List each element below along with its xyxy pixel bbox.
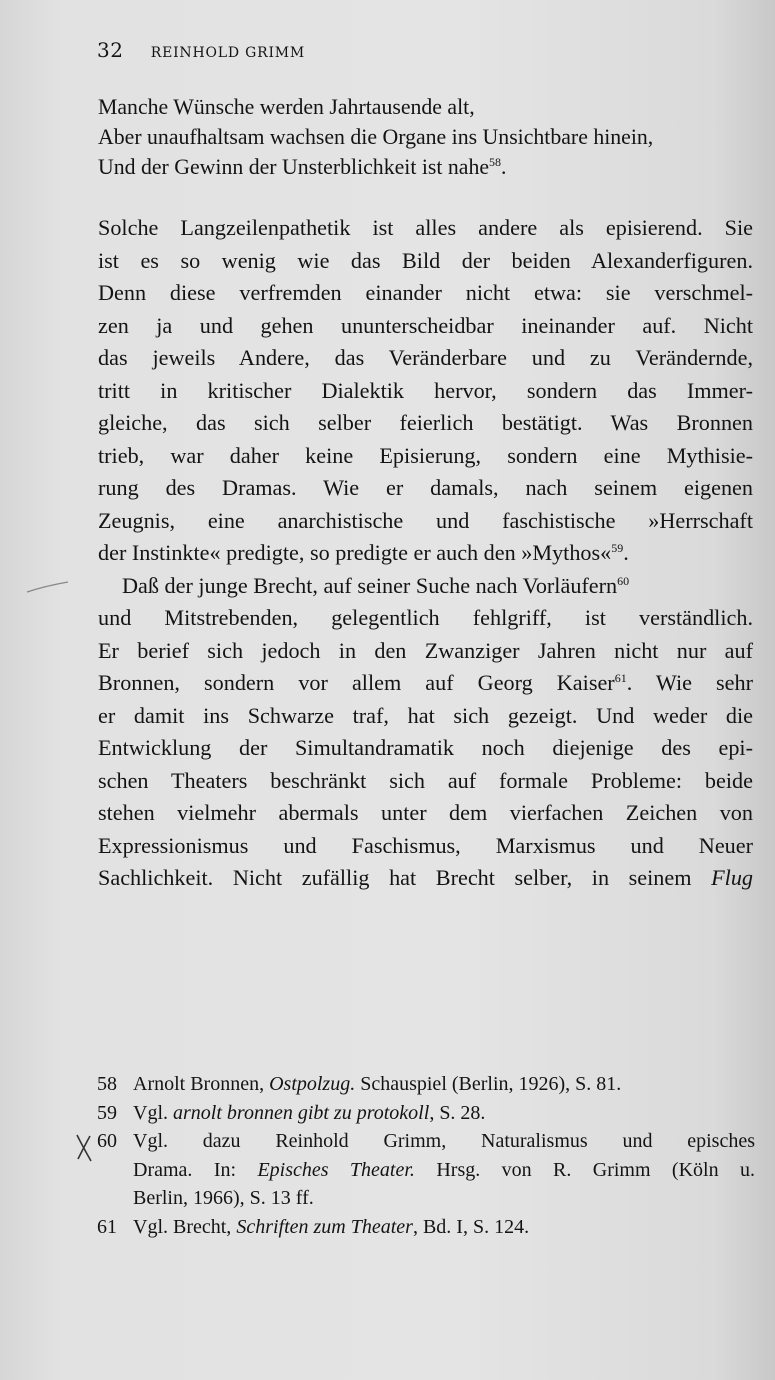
verse-line: Aber unaufhaltsam wachsen die Organe ins Unsichtbare hinein, <box>98 125 654 149</box>
text-line <box>98 667 753 700</box>
text-line: gleiche, das sich selber feierlich bestätigt. Was Bronnen <box>98 410 753 435</box>
footnote-number: 61 <box>97 1215 117 1238</box>
verse-line-text: Und der Gewinn der Unsterblichkeit ist nahe <box>98 155 490 179</box>
footnotes <box>97 1070 755 1241</box>
footnote-ref: 61 <box>614 671 627 685</box>
text-line: rung des Dramas. Wie er damals, nach seinem eigenen <box>98 475 753 500</box>
handwritten-x-mark <box>74 1133 94 1163</box>
verse-quotation <box>98 92 758 182</box>
text-line: Entwicklung der Simultandramatik noch diejenige des epi- <box>98 735 753 760</box>
text-line-content: der Instinkte« predigte, so predigte er auch den »Mythos« <box>98 540 612 565</box>
footnote-text: Vgl. dazu Reinhold Grimm, Naturalismus und episches Drama. In: Episches Theater. Hrsg. von R. Grimm (Köln u. Berlin, 1966), S. 13 ff. <box>133 1130 755 1209</box>
body-text <box>98 212 753 895</box>
text-line <box>98 862 753 895</box>
footnote-58 <box>97 1070 755 1099</box>
footnote-ref: 59 <box>611 541 624 555</box>
text-line: ist es so wenig wie das Bild der beiden Alexanderfiguren. <box>98 247 753 273</box>
text-line: Expressionismus und Faschismus, Marxismus und Neuer <box>98 832 753 858</box>
verse-line: Und der Gewinn der Unsterblichkeit ist nahe$^{58}$. <box>98 155 507 179</box>
text-line: das jeweils Andere, das Veränderbare und zu Verändernde, <box>98 345 753 370</box>
footnote-number: 60 <box>97 1130 117 1152</box>
text-line: tritt in kritischer Dialektik hervor, sondern das Immer- <box>98 377 753 403</box>
pencil-dash-mark <box>25 578 70 596</box>
footnote-ref: 58 <box>489 155 502 169</box>
footnote-text: Vgl. arnolt bronnen gibt zu protokoll, S. 28. <box>133 1101 486 1124</box>
footnote-61 <box>97 1213 755 1242</box>
text-line-content: Sachlichkeit. Nicht zufällig hat Brecht selber, in seinem <box>98 865 692 890</box>
text-line: Er berief sich jedoch in den Zwanziger Jahren nicht nur auf <box>98 637 753 663</box>
text-line <box>98 570 753 603</box>
text-line-content: . Wie sehr <box>626 670 753 695</box>
text-line-content: Bronnen, sondern vor allem auf Georg Kaiser <box>98 670 615 695</box>
footnote-number: 59 <box>97 1101 117 1124</box>
text-line: Zeugnis, eine anarchistische und faschistische »Herrschaft <box>98 507 753 533</box>
verse-line: Manche Wünsche werden Jahrtausende alt, <box>98 95 475 119</box>
footnote-number: 58 <box>97 1073 117 1095</box>
text-line-content: Daß der junge Brecht, auf seiner Suche nach Vorläufern <box>122 572 618 598</box>
text-line: schen Theaters beschränkt sich auf formale Probleme: beide <box>98 767 753 793</box>
footnote-text: Vgl. Brecht, Schriften zum Theater, Bd. I, S. 124. <box>133 1215 530 1238</box>
footnote-59 <box>97 1099 755 1128</box>
italic-title: Flug <box>711 865 754 890</box>
footnote-ref: 60 <box>617 573 630 588</box>
text-line: trieb, war daher keine Episierung, sondern eine Mythisie- <box>98 442 753 468</box>
text-line: er damit ins Schwarze traf, hat sich gezeigt. Und weder die <box>98 702 753 728</box>
text-line: Solche Langzeilenpathetik ist alles andere als episierend. Sie <box>98 215 753 240</box>
text-line: und Mitstrebenden, gelegentlich fehlgriff, ist verständlich. <box>98 605 753 630</box>
text-line: zen ja und gehen ununterscheidbar ineinander auf. Nicht <box>98 312 753 338</box>
footnote-60 <box>97 1127 755 1213</box>
page-number: 32 <box>97 38 124 62</box>
footnote-text: Arnolt Bronnen, Ostpolzug. Schauspiel (Berlin, 1926), S. 81. <box>133 1073 622 1095</box>
running-header <box>97 38 305 62</box>
running-head-author: REINHOLD GRIMM <box>150 45 306 61</box>
text-line: Denn diese verfremden einander nicht etwa: sie verschmel- <box>98 280 753 305</box>
text-line: stehen vielmehr abermals unter dem vierfachen Zeichen von <box>98 800 753 825</box>
text-line: der Instinkte« predigte, so predigte er auch den »Mythos«$^{59}$. <box>98 540 629 565</box>
